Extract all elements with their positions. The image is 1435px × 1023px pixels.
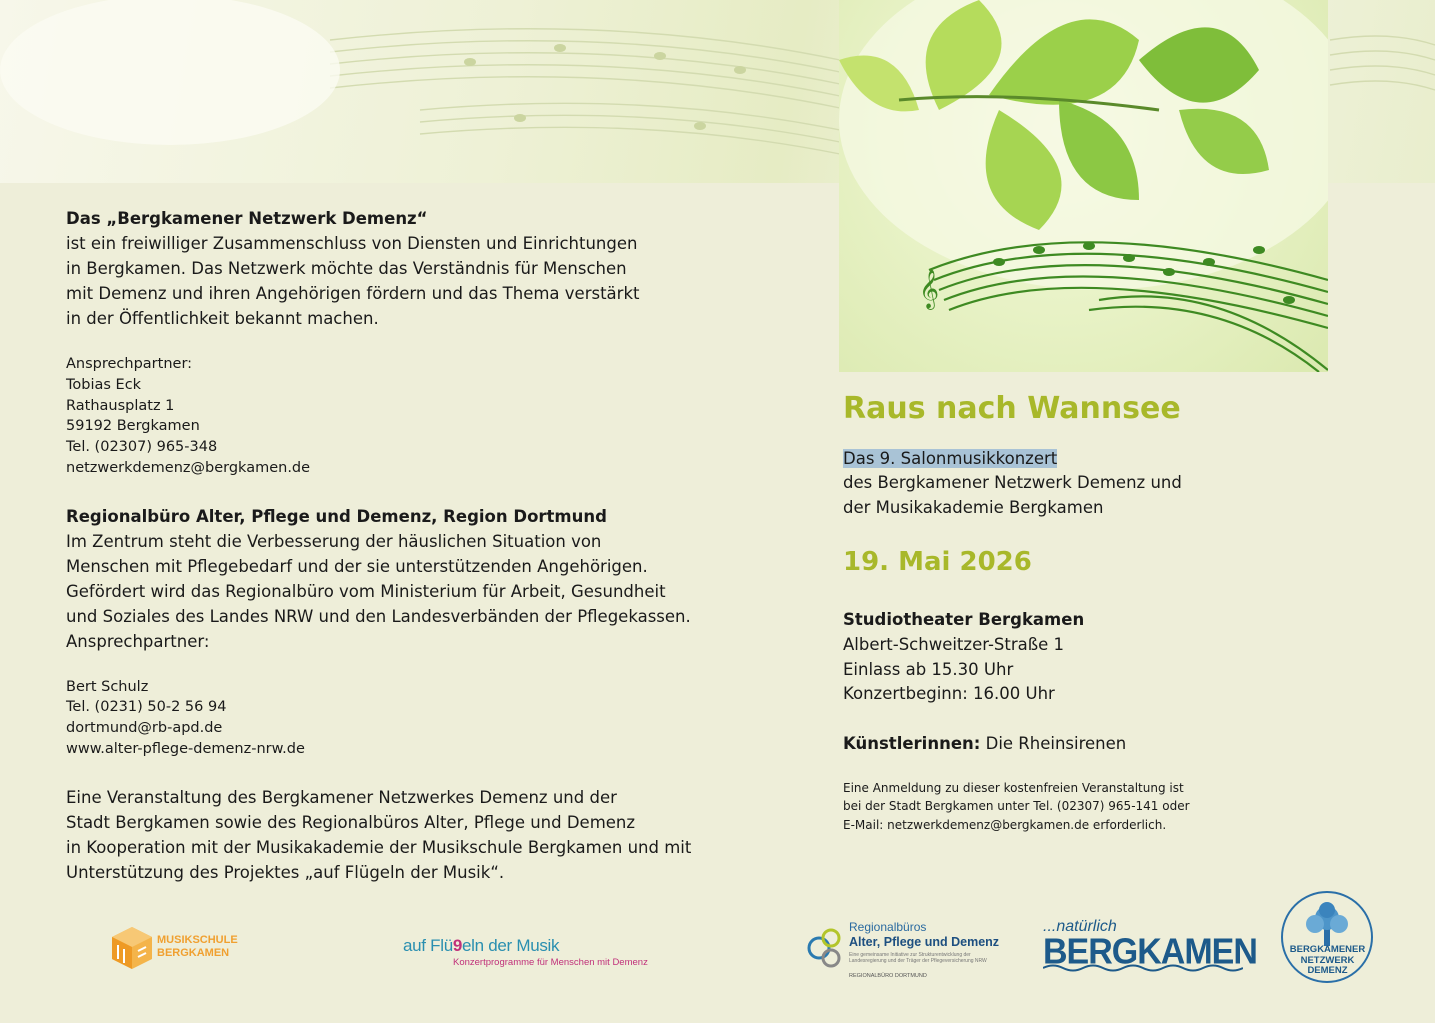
regional-subtitle: Alter, Pflege und Demenz <box>849 935 1000 949</box>
regionalbueros-logo[interactable] <box>805 920 1020 985</box>
leaves-photo <box>839 0 1328 372</box>
netzwerk-demenz-logo[interactable] <box>1280 890 1375 985</box>
intro-line: mit Demenz und ihren Angehörigen fördern und das Thema verstärkt <box>66 284 640 303</box>
closing-line: Stadt Bergkamen sowie des Regionalbüros Alter, Pflege und Demenz <box>66 813 636 832</box>
svg-text:𝄞: 𝄞 <box>919 269 940 309</box>
highlighted-text: Das 9. Salonmusikkonzert <box>843 449 1058 468</box>
region-line: Ansprechpartner: <box>66 632 210 651</box>
wave-icon <box>1043 963 1243 973</box>
concert-line: des Bergkamener Netzwerk Demenz und <box>843 473 1182 492</box>
regional-small: Eine gemeinsame Initiative zur Strukturentwicklung der <box>849 952 971 958</box>
region-line: Im Zentrum steht die Verbesserung der häuslichen Situation von <box>66 532 602 551</box>
bergkamen-text: BERGKAMEN <box>1043 932 1257 972</box>
venue-line: Albert-Schweitzer-Straße 1 <box>843 635 1065 654</box>
contact2-line: Tel. (0231) 50-2 56 94 <box>66 699 227 715</box>
venue-line: Einlass ab 15.30 Uhr <box>843 660 1014 679</box>
concert-line: der Musikakademie Bergkamen <box>843 498 1104 517</box>
g-clef-icon: 9 <box>452 936 463 955</box>
intro-line: in der Öffentlichkeit bekannt machen. <box>66 309 379 328</box>
event-date: 19. Mai 2026 <box>843 547 1032 577</box>
musikschule-logo[interactable] <box>110 925 250 970</box>
contact2-email-link[interactable]: dortmund@rb-apd.de <box>66 720 223 736</box>
closing-line: Unterstützung des Projektes „auf Flügeln der Musik“. <box>66 863 505 882</box>
fluegeln-logo[interactable] <box>403 936 653 972</box>
artists <box>843 731 1126 756</box>
registration-line: Eine Anmeldung zu dieser kostenfreien Veranstaltung ist <box>843 781 1184 795</box>
closing-line: in Kooperation mit der Musikakademie der Musikschule Bergkamen und mit <box>66 838 692 857</box>
artists-value: Die Rheinsirenen <box>980 734 1127 753</box>
region-line: und Soziales des Landes NRW und den Landesverbänden der Pflegekassen. <box>66 607 691 626</box>
contact1-line: Tobias Eck <box>66 377 142 393</box>
contact1-line: Tel. (02307) 965-348 <box>66 439 218 455</box>
musikschule-text: MUSIKSCHULE <box>157 934 238 946</box>
intro-line: in Bergkamen. Das Netzwerk möchte das Verständnis für Menschen <box>66 259 627 278</box>
contact1-line: Ansprechpartner: <box>66 356 193 372</box>
natuerlich-text: ...natürlich <box>1043 918 1117 935</box>
intro-title: Das „Bergkamener Netzwerk Demenz“ <box>66 209 428 228</box>
netzwerk-text: NETZWERK <box>1300 954 1355 966</box>
venue-name: Studiotheater Bergkamen <box>843 610 1085 629</box>
contact1-email-link[interactable]: netzwerkdemenz@bergkamen.de <box>66 460 311 476</box>
regional-circles-icon <box>805 926 845 970</box>
region-line: Menschen mit Pflegebedarf und der sie unterstützenden Angehörigen. <box>66 557 648 576</box>
fluegeln-text: auf Flü <box>403 936 453 955</box>
region-line: Gefördert wird das Regionalbüro vom Ministerium für Arbeit, Gesundheit <box>66 582 666 601</box>
natuerlich-bergkamen-logo[interactable] <box>1043 918 1257 973</box>
contact1-line: 59192 Bergkamen <box>66 418 200 434</box>
event-title: Raus nach Wannsee <box>843 391 1181 426</box>
registration-line: E-Mail: netzwerkdemenz@bergkamen.de erforderlich. <box>843 818 1167 832</box>
artists-label: Künstlerinnen: <box>843 734 981 753</box>
netzwerk-text: BERGKAMENER <box>1289 944 1366 955</box>
contact2-line: Bert Schulz <box>66 679 149 695</box>
regional-small: Landesregierung und der Träger der Pflegeversicherung NRW <box>849 958 987 964</box>
contact2-website-link[interactable]: www.alter-pflege-demenz-nrw.de <box>66 741 305 757</box>
registration-line: bei der Stadt Bergkamen unter Tel. (02307) 965-141 oder <box>843 799 1190 813</box>
region-title: Regionalbüro Alter, Pflege und Demenz, Region Dortmund <box>66 507 607 526</box>
venue-line: Konzertbeginn: 16.00 Uhr <box>843 684 1055 703</box>
contact1-line: Rathausplatz 1 <box>66 398 175 414</box>
fluegeln-text: eln der Musik <box>462 936 560 955</box>
closing-line: Eine Veranstaltung des Bergkamener Netzwerkes Demenz und der <box>66 788 617 807</box>
regional-office: REGIONALBÜRO DORTMUND <box>849 973 927 979</box>
musikschule-text: BERGKAMEN <box>157 947 230 959</box>
musikschule-cube-icon <box>110 925 154 969</box>
netzwerk-text: DEMENZ <box>1307 965 1348 976</box>
fluegeln-subtitle: Konzertprogramme für Menschen mit Demenz <box>453 957 648 968</box>
regional-title: Regionalbüros <box>849 920 927 934</box>
concert-highlight <box>843 446 1057 471</box>
intro-line: ist ein freiwilliger Zusammenschluss von Diensten und Einrichtungen <box>66 234 638 253</box>
